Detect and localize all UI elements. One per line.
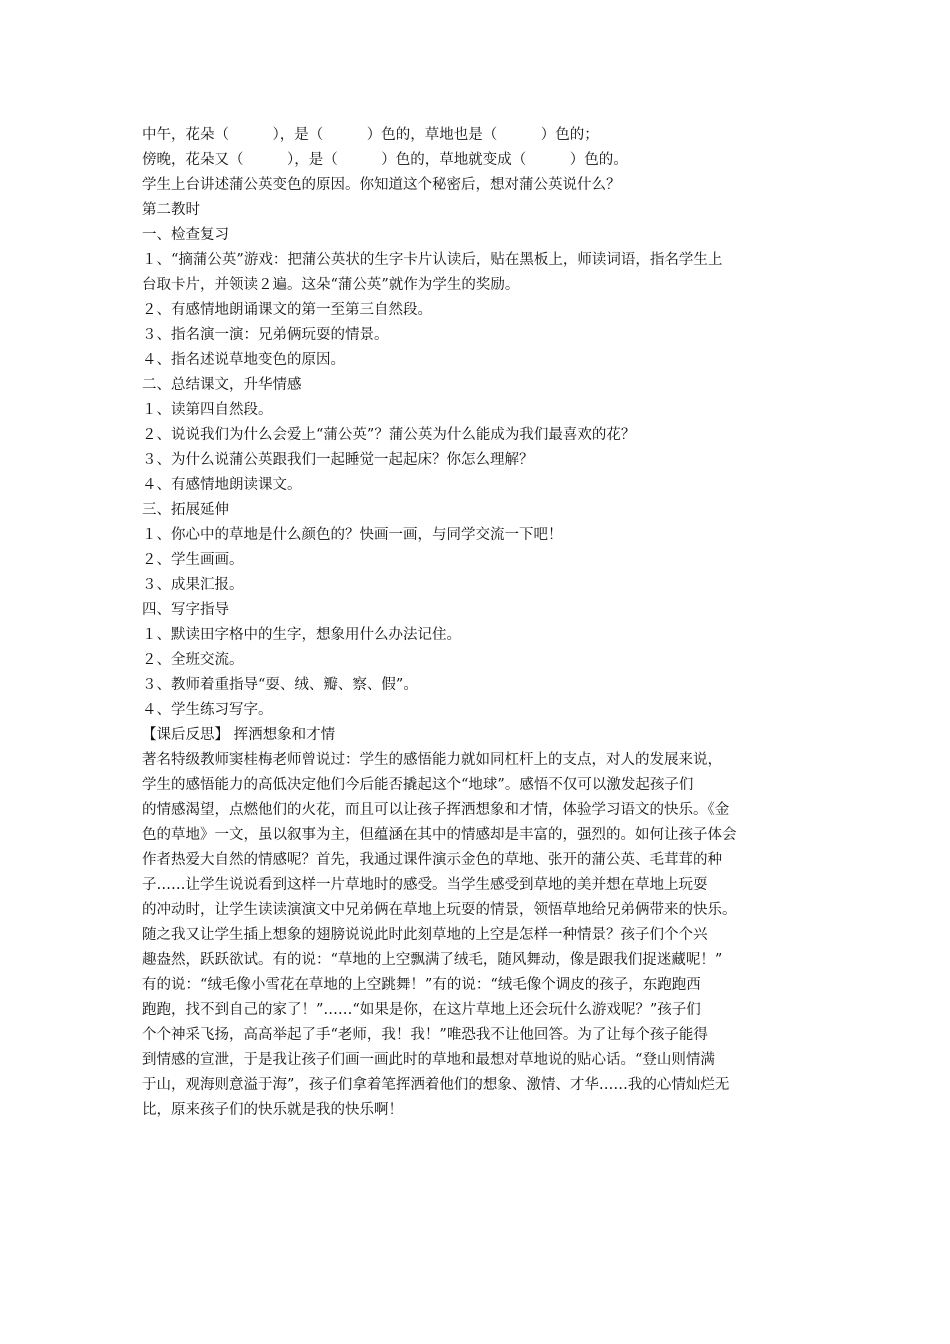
list-item: ２、学生画画。 (142, 552, 244, 568)
reflection-paragraph (142, 748, 822, 1123)
list-item: ３、指名演一演：兄弟俩玩耍的情景。 (142, 327, 389, 343)
paragraph-line: 有的说：“绒毛像小雪花在草地的上空跳舞！”有的说：“绒毛像个调皮的孩子，东跑跑西 (142, 977, 701, 993)
section-heading: 一、检查复习 (142, 227, 229, 243)
list-item: ２、全班交流。 (142, 652, 244, 668)
paragraph-line: 作者热爱大自然的情感呢？首先，我通过课件演示金色的草地、张开的蒲公英、毛茸茸的种 (142, 852, 722, 868)
reflection-heading: 【课后反思】 挥洒想象和才情 (142, 727, 336, 743)
text-line: 中午，花朵（ ），是（ ）色的，草地也是（ ）色的； (142, 127, 599, 143)
paragraph-line: 色的草地》一文，虽以叙事为主，但蕴涵在其中的情感却是丰富的，强烈的。如何让孩子体会 (142, 827, 737, 843)
list-item: ３、教师着重指导“耍、绒、瓣、察、假”。 (142, 677, 418, 693)
section-heading: 四、写字指导 (142, 602, 229, 618)
list-item: １、“摘蒲公英”游戏：把蒲公英状的生字卡片认读后，贴在黑板上，师读词语，指名学生上 (142, 252, 723, 268)
paragraph-line: 的情感渴望，点燃他们的火花，而且可以让孩子挥洒想象和才情，体验学习语文的快乐。《金 (142, 802, 730, 818)
paragraph-line: 随之我又让学生插上想象的翅膀说说此时此刻草地的上空是怎样一种情景？孩子们个个兴 (142, 927, 708, 943)
paragraph-line: 学生的感悟能力的高低决定他们今后能否撬起这个“地球”。感悟不仅可以激发起孩子们 (142, 777, 694, 793)
list-item: ４、指名述说草地变色的原因。 (142, 352, 345, 368)
list-item: ３、成果汇报。 (142, 577, 244, 593)
list-item: ２、说说我们为什么会爱上“蒲公英”？蒲公英为什么能成为我们最喜欢的花？ (142, 427, 636, 443)
paragraph-line: 于山，观海则意溢于海”，孩子们拿着笔挥洒着他们的想象、激情、才华……我的心情灿烂无 (142, 1077, 730, 1093)
paragraph-line: 跑跑，找不到自己的家了！”……“如果是你，在这片草地上还会玩什么游戏呢？”孩子们 (142, 1002, 701, 1018)
list-item-continuation: 台取卡片，并领读２遍。这朵“蒲公英”就作为学生的奖励。 (142, 277, 520, 293)
document-page (142, 123, 822, 1123)
list-item: ３、为什么说蒲公英跟我们一起睡觉一起起床？你怎么理解？ (142, 452, 534, 468)
paragraph-line: 子……让学生说说看到这样一片草地时的感受。当学生感受到草地的美并想在草地上玩耍 (142, 877, 708, 893)
paragraph-line: 趣盎然，跃跃欲试。有的说：“草地的上空飘满了绒毛，随风舞动，像是跟我们捉迷藏呢！” (142, 952, 723, 968)
list-item: １、你心中的草地是什么颜色的？快画一画，与同学交流一下吧！ (142, 527, 563, 543)
paragraph-line: 的冲动时，让学生读读演演文中兄弟俩在草地上玩耍的情景，领悟草地给兄弟俩带来的快乐。 (142, 902, 737, 918)
section-heading: 二、总结课文，升华情感 (142, 377, 302, 393)
paragraph-line: 个个神采飞扬，高高举起了手“老师，我！我！”唯恐我不让他回答。为了让每个孩子能得 (142, 1027, 708, 1043)
paragraph-line: 比，原来孩子们的快乐就是我的快乐啊！ (142, 1102, 403, 1118)
section-heading: 三、拓展延伸 (142, 502, 229, 518)
paragraph-line: 到情感的宣泄，于是我让孩子们画一画此时的草地和最想对草地说的贴心话。“登山则情满 (142, 1052, 715, 1068)
text-line: 傍晚，花朵又（ ），是（ ）色的，草地就变成（ ）色的。 (142, 152, 628, 168)
section-heading: 第二教时 (142, 202, 200, 218)
paragraph-line: 著名特级教师窦桂梅老师曾说过：学生的感悟能力就如同杠杆上的支点，对人的发展来说， (142, 752, 722, 768)
list-item: １、读第四自然段。 (142, 402, 273, 418)
list-item: ２、有感情地朗诵课文的第一至第三自然段。 (142, 302, 432, 318)
text-line: 学生上台讲述蒲公英变色的原因。你知道这个秘密后，想对蒲公英说什么？ (142, 177, 621, 193)
list-item: ４、学生练习写字。 (142, 702, 273, 718)
list-item: １、默读田字格中的生字，想象用什么办法记住。 (142, 627, 461, 643)
list-item: ４、有感情地朗读课文。 (142, 477, 302, 493)
